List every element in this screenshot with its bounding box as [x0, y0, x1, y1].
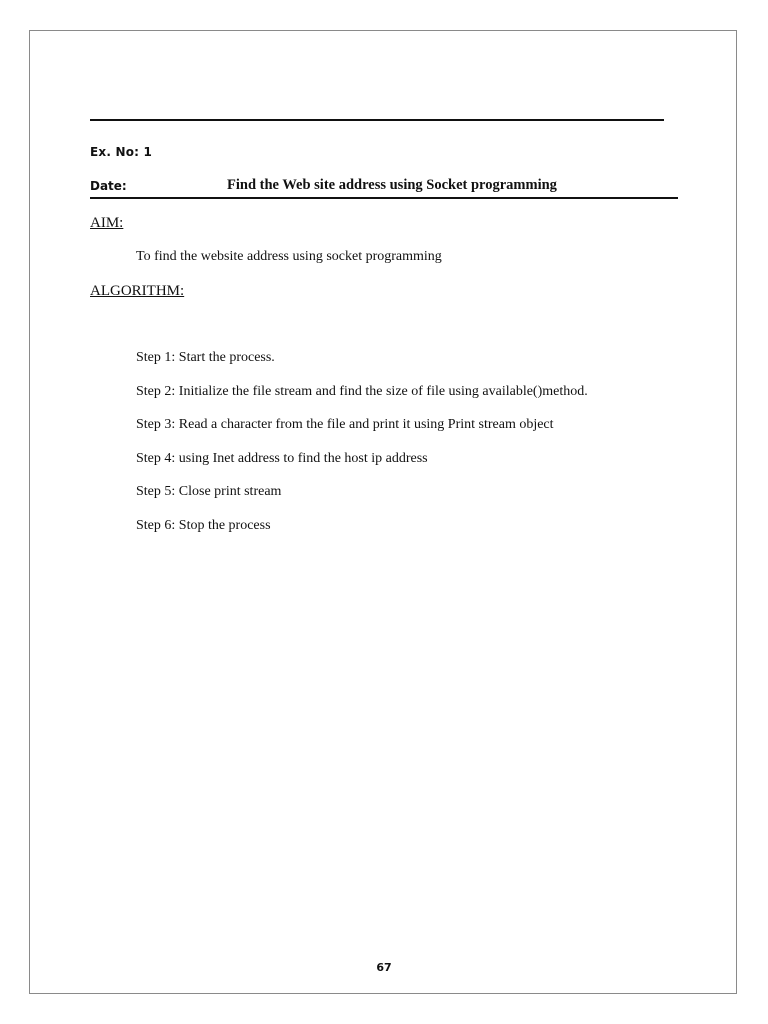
algorithm-steps [136, 349, 588, 550]
page-number: 67 [376, 961, 392, 974]
algorithm-step: Step 3: Read a character from the file and print it using Print stream object [136, 417, 554, 432]
algorithm-step: Step 2: Initialize the file stream and find the size of file using available()method. [136, 383, 588, 399]
algorithm-step: Step 4: using Inet address to find the host ip address [136, 450, 428, 466]
aim-text: To find the website address using socket programming [136, 249, 442, 264]
algorithm-step: Step 6: Stop the process [136, 517, 271, 533]
algorithm-heading: ALGORITHM: [90, 283, 185, 299]
exercise-number: Ex. No: 1 [90, 145, 153, 159]
algorithm-step: Step 5: Close print stream [136, 484, 282, 499]
title-divider [90, 197, 678, 199]
algorithm-step: Step 1: Start the process. [136, 350, 275, 365]
date-label: Date: [90, 179, 127, 193]
top-divider [90, 119, 664, 121]
aim-heading: AIM: [90, 215, 124, 231]
page-title: Find the Web site address using Socket programming [227, 177, 557, 193]
